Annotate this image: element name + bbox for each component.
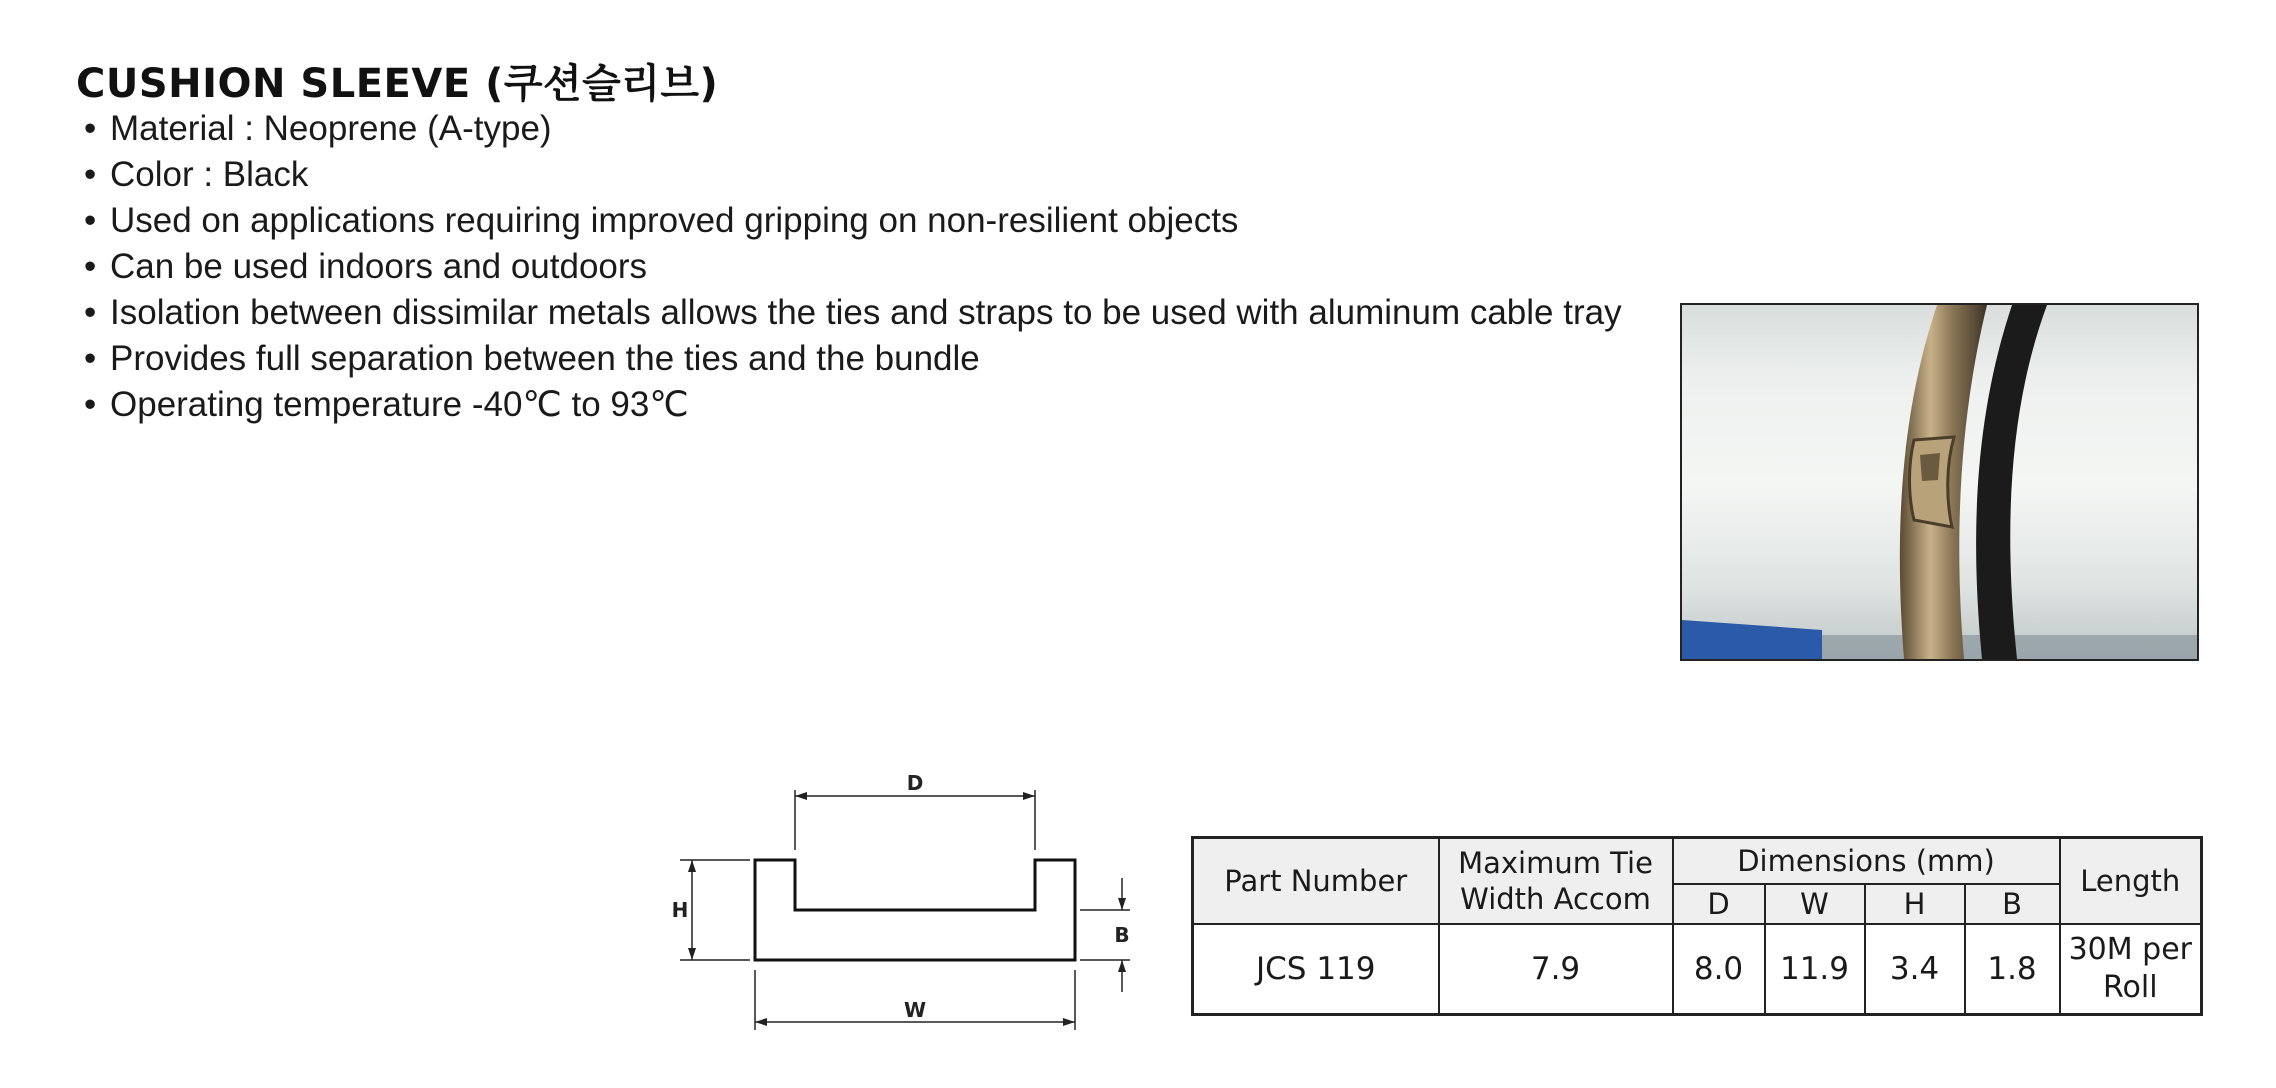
header-max-tie-line1: Maximum Tie [1458, 845, 1653, 880]
feature-text: Used on applications requiring improved gripping on non-resilient objects [110, 201, 1239, 240]
feature-text: Material : Neoprene (A-type) [110, 109, 552, 148]
header-b: B [1965, 884, 2060, 924]
table-row [1193, 924, 2202, 1015]
cell-max-tie-width: 7.9 [1439, 924, 1673, 1015]
header-max-tie-line2: Width Accom [1460, 881, 1651, 916]
d-label: D [906, 771, 924, 795]
spec-table [1191, 836, 2203, 1016]
pipe-with-strap-illustration [1682, 305, 2197, 659]
h-label: H [671, 898, 689, 922]
header-length: Length [2060, 838, 2202, 924]
feature-item [84, 106, 1622, 152]
w-label: W [903, 998, 927, 1022]
bullet-icon: • [84, 293, 97, 332]
feature-text: Color : Black [110, 155, 309, 194]
feature-text: Provides full separation between the ties and the bundle [110, 339, 980, 378]
bullet-icon: • [84, 339, 97, 378]
header-w: W [1765, 884, 1865, 924]
cell-part-number: JCS 119 [1193, 924, 1439, 1015]
bullet-icon: • [84, 247, 97, 286]
header-max-tie-width [1439, 838, 1673, 924]
feature-item [84, 152, 1622, 198]
b-label: B [1114, 923, 1130, 947]
cell-length [2060, 924, 2202, 1015]
bullet-icon: • [84, 109, 97, 148]
feature-text: Can be used indoors and outdoors [110, 247, 648, 286]
feature-item [84, 198, 1622, 244]
feature-list [84, 106, 1622, 428]
feature-item [84, 382, 1622, 428]
feature-text: Isolation between dissimilar metals allows the ties and straps to be used with aluminum cable tray [110, 293, 1622, 332]
feature-item [84, 290, 1622, 336]
cell-length-line1: 30M per [2068, 931, 2193, 967]
feature-item [84, 244, 1622, 290]
cell-w: 11.9 [1765, 924, 1865, 1015]
bullet-icon: • [84, 201, 97, 240]
cell-h: 3.4 [1865, 924, 1965, 1015]
cross-section-drawing [660, 760, 1180, 1040]
cell-b: 1.8 [1965, 924, 2060, 1015]
sleeve-profile [755, 860, 1075, 960]
cell-d: 8.0 [1673, 924, 1765, 1015]
header-d: D [1673, 884, 1765, 924]
feature-text: Operating temperature -40℃ to 93℃ [110, 385, 689, 424]
cell-length-line2: Roll [2103, 969, 2158, 1005]
product-photo [1680, 303, 2199, 661]
bullet-icon: • [84, 385, 97, 424]
header-dimensions: Dimensions (mm) [1673, 838, 2060, 884]
feature-item [84, 336, 1622, 382]
header-part-number: Part Number [1193, 838, 1439, 924]
header-h: H [1865, 884, 1965, 924]
product-title: CUSHION SLEEVE (쿠션슬리브) [76, 61, 719, 107]
bullet-icon: • [84, 155, 97, 194]
